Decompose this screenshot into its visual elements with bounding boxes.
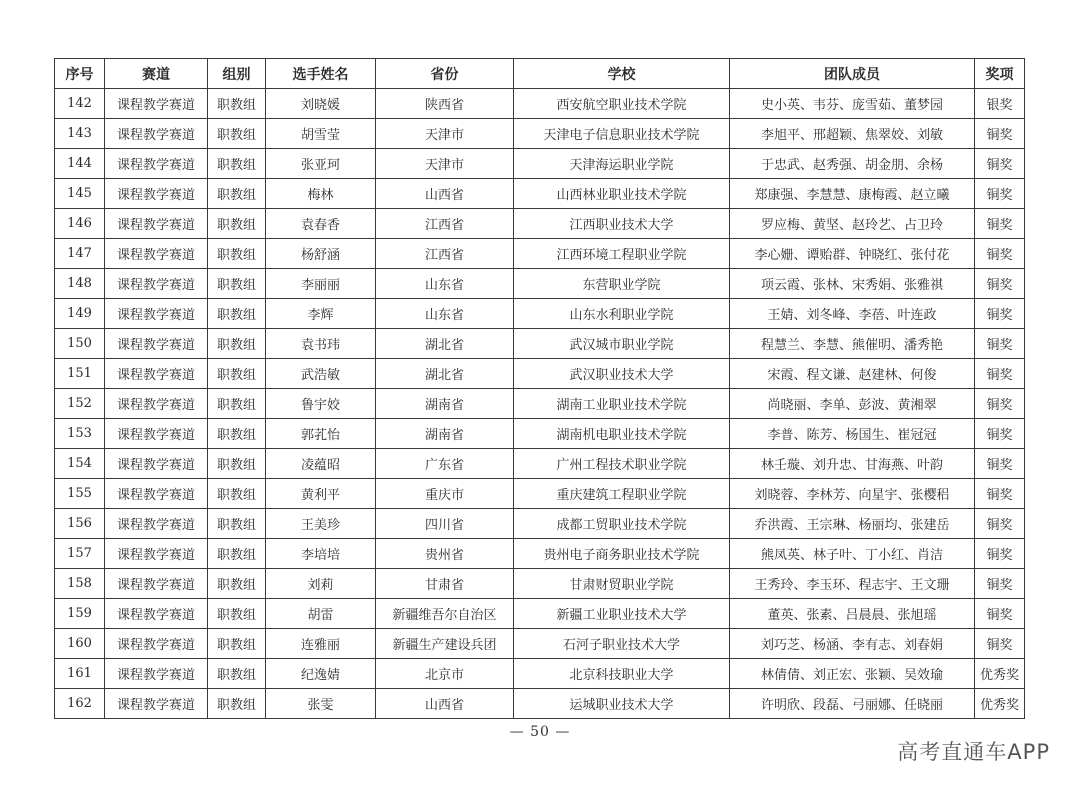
table-row — [55, 179, 1025, 209]
cell-index: 145 — [55, 179, 105, 209]
table-body — [55, 89, 1025, 719]
cell-track: 课程教学赛道 — [105, 149, 208, 179]
cell-province: 江西省 — [376, 239, 514, 269]
cell-track: 课程教学赛道 — [105, 329, 208, 359]
cell-group: 职教组 — [208, 209, 266, 239]
cell-track: 课程教学赛道 — [105, 509, 208, 539]
cell-index: 142 — [55, 89, 105, 119]
cell-group: 职教组 — [208, 419, 266, 449]
cell-track: 课程教学赛道 — [105, 659, 208, 689]
cell-school: 天津电子信息职业技术学院 — [514, 119, 730, 149]
cell-school: 甘肃财贸职业学院 — [514, 569, 730, 599]
table-row — [55, 599, 1025, 629]
cell-group: 职教组 — [208, 119, 266, 149]
cell-school: 新疆工业职业技术大学 — [514, 599, 730, 629]
cell-team-members: 王秀玲、李玉环、程志宇、王文珊 — [730, 569, 975, 599]
cell-index: 152 — [55, 389, 105, 419]
table-row — [55, 569, 1025, 599]
cell-index: 157 — [55, 539, 105, 569]
cell-award: 铜奖 — [975, 539, 1025, 569]
cell-track: 课程教学赛道 — [105, 419, 208, 449]
cell-province: 广东省 — [376, 449, 514, 479]
cell-group: 职教组 — [208, 599, 266, 629]
cell-group: 职教组 — [208, 689, 266, 719]
table-row — [55, 509, 1025, 539]
cell-contestant-name: 纪逸婧 — [266, 659, 376, 689]
cell-award: 铜奖 — [975, 389, 1025, 419]
cell-track: 课程教学赛道 — [105, 629, 208, 659]
cell-track: 课程教学赛道 — [105, 119, 208, 149]
cell-province: 天津市 — [376, 149, 514, 179]
cell-province: 湖北省 — [376, 359, 514, 389]
cell-index: 153 — [55, 419, 105, 449]
cell-team-members: 罗应梅、黄坚、赵玲艺、占卫玲 — [730, 209, 975, 239]
cell-contestant-name: 王美珍 — [266, 509, 376, 539]
cell-track: 课程教学赛道 — [105, 389, 208, 419]
table-row — [55, 659, 1025, 689]
cell-province: 天津市 — [376, 119, 514, 149]
cell-index: 146 — [55, 209, 105, 239]
cell-group: 职教组 — [208, 299, 266, 329]
table-row — [55, 449, 1025, 479]
cell-team-members: 李旭平、邢超颖、焦翠姣、刘敏 — [730, 119, 975, 149]
table-header-row — [55, 59, 1025, 89]
cell-team-members: 程慧兰、李慧、熊催明、潘秀艳 — [730, 329, 975, 359]
cell-group: 职教组 — [208, 659, 266, 689]
header-team-members: 团队成员 — [730, 59, 975, 89]
cell-award: 铜奖 — [975, 269, 1025, 299]
cell-group: 职教组 — [208, 569, 266, 599]
cell-province: 江西省 — [376, 209, 514, 239]
cell-group: 职教组 — [208, 239, 266, 269]
cell-team-members: 项云霞、张林、宋秀娟、张雅祺 — [730, 269, 975, 299]
cell-group: 职教组 — [208, 359, 266, 389]
header-group: 组别 — [208, 59, 266, 89]
cell-contestant-name: 李辉 — [266, 299, 376, 329]
table-row — [55, 689, 1025, 719]
cell-index: 147 — [55, 239, 105, 269]
cell-province: 新疆维吾尔自治区 — [376, 599, 514, 629]
cell-award: 铜奖 — [975, 629, 1025, 659]
cell-contestant-name: 袁书玮 — [266, 329, 376, 359]
cell-team-members: 刘巧芝、杨涵、李有志、刘春娟 — [730, 629, 975, 659]
cell-group: 职教组 — [208, 479, 266, 509]
cell-track: 课程教学赛道 — [105, 239, 208, 269]
cell-group: 职教组 — [208, 269, 266, 299]
page-number: — 50 — — [509, 724, 571, 740]
cell-contestant-name: 凌蕴昭 — [266, 449, 376, 479]
cell-province: 贵州省 — [376, 539, 514, 569]
cell-track: 课程教学赛道 — [105, 599, 208, 629]
cell-contestant-name: 郭芤怡 — [266, 419, 376, 449]
cell-province: 北京市 — [376, 659, 514, 689]
cell-index: 156 — [55, 509, 105, 539]
cell-team-members: 王婧、刘冬峰、李蓓、叶连政 — [730, 299, 975, 329]
cell-team-members: 刘晓蓉、李林芳、向星宇、张樱稆 — [730, 479, 975, 509]
header-province: 省份 — [376, 59, 514, 89]
cell-award: 铜奖 — [975, 299, 1025, 329]
cell-contestant-name: 黄利平 — [266, 479, 376, 509]
cell-school: 山东水利职业学院 — [514, 299, 730, 329]
header-index: 序号 — [55, 59, 105, 89]
cell-contestant-name: 李培培 — [266, 539, 376, 569]
header-contestant-name: 选手姓名 — [266, 59, 376, 89]
cell-award: 铜奖 — [975, 329, 1025, 359]
cell-contestant-name: 刘晓媛 — [266, 89, 376, 119]
table-row — [55, 629, 1025, 659]
cell-track: 课程教学赛道 — [105, 179, 208, 209]
cell-team-members: 宋霞、程文谦、赵建林、何俊 — [730, 359, 975, 389]
cell-index: 155 — [55, 479, 105, 509]
cell-track: 课程教学赛道 — [105, 449, 208, 479]
cell-team-members: 李普、陈芳、杨国生、崔冠冠 — [730, 419, 975, 449]
cell-contestant-name: 梅林 — [266, 179, 376, 209]
table-row — [55, 149, 1025, 179]
cell-province: 新疆生产建设兵团 — [376, 629, 514, 659]
cell-team-members: 李心姗、谭贻群、钟晓红、张付花 — [730, 239, 975, 269]
table-row — [55, 119, 1025, 149]
table-row — [55, 359, 1025, 389]
cell-index: 159 — [55, 599, 105, 629]
cell-contestant-name: 袁春香 — [266, 209, 376, 239]
cell-track: 课程教学赛道 — [105, 359, 208, 389]
cell-award: 铜奖 — [975, 359, 1025, 389]
cell-school: 石河子职业技术大学 — [514, 629, 730, 659]
cell-track: 课程教学赛道 — [105, 209, 208, 239]
cell-province: 湖南省 — [376, 419, 514, 449]
cell-school: 广州工程技术职业学院 — [514, 449, 730, 479]
cell-index: 149 — [55, 299, 105, 329]
header-track: 赛道 — [105, 59, 208, 89]
cell-team-members: 董英、张素、吕晨晨、张旭瑶 — [730, 599, 975, 629]
cell-contestant-name: 鲁宇姣 — [266, 389, 376, 419]
cell-track: 课程教学赛道 — [105, 89, 208, 119]
cell-team-members: 乔洪霞、王宗琳、杨丽均、张建岳 — [730, 509, 975, 539]
cell-award: 铜奖 — [975, 119, 1025, 149]
cell-province: 湖南省 — [376, 389, 514, 419]
table-row — [55, 299, 1025, 329]
cell-contestant-name: 胡雪莹 — [266, 119, 376, 149]
table-row — [55, 419, 1025, 449]
cell-province: 湖北省 — [376, 329, 514, 359]
cell-award: 铜奖 — [975, 419, 1025, 449]
cell-index: 160 — [55, 629, 105, 659]
cell-award: 优秀奖 — [975, 659, 1025, 689]
cell-track: 课程教学赛道 — [105, 479, 208, 509]
cell-team-members: 熊凤英、林子叶、丁小红、肖洁 — [730, 539, 975, 569]
cell-group: 职教组 — [208, 509, 266, 539]
cell-school: 西安航空职业技术学院 — [514, 89, 730, 119]
cell-province: 重庆市 — [376, 479, 514, 509]
cell-group: 职教组 — [208, 389, 266, 419]
cell-school: 运城职业技术大学 — [514, 689, 730, 719]
cell-group: 职教组 — [208, 629, 266, 659]
cell-award: 铜奖 — [975, 209, 1025, 239]
cell-award: 铜奖 — [975, 449, 1025, 479]
cell-province: 陕西省 — [376, 89, 514, 119]
cell-contestant-name: 胡雷 — [266, 599, 376, 629]
cell-track: 课程教学赛道 — [105, 569, 208, 599]
watermark-logo-text: 高考直通车APP — [897, 740, 1050, 764]
table-row — [55, 389, 1025, 419]
cell-province: 山西省 — [376, 179, 514, 209]
cell-track: 课程教学赛道 — [105, 269, 208, 299]
cell-track: 课程教学赛道 — [105, 299, 208, 329]
cell-group: 职教组 — [208, 539, 266, 569]
cell-school: 北京科技职业大学 — [514, 659, 730, 689]
cell-province: 四川省 — [376, 509, 514, 539]
cell-track: 课程教学赛道 — [105, 539, 208, 569]
table-row — [55, 329, 1025, 359]
cell-index: 151 — [55, 359, 105, 389]
cell-school: 贵州电子商务职业技术学院 — [514, 539, 730, 569]
table-row — [55, 479, 1025, 509]
cell-award: 银奖 — [975, 89, 1025, 119]
document-page — [54, 58, 1024, 719]
cell-index: 161 — [55, 659, 105, 689]
table-row — [55, 89, 1025, 119]
cell-school: 武汉城市职业学院 — [514, 329, 730, 359]
cell-contestant-name: 连雅丽 — [266, 629, 376, 659]
cell-award: 铜奖 — [975, 149, 1025, 179]
cell-award: 铜奖 — [975, 479, 1025, 509]
cell-school: 东营职业学院 — [514, 269, 730, 299]
cell-award: 铜奖 — [975, 599, 1025, 629]
cell-award: 铜奖 — [975, 179, 1025, 209]
cell-track: 课程教学赛道 — [105, 689, 208, 719]
cell-index: 148 — [55, 269, 105, 299]
cell-school: 重庆建筑工程职业学院 — [514, 479, 730, 509]
cell-contestant-name: 杨舒涵 — [266, 239, 376, 269]
cell-index: 150 — [55, 329, 105, 359]
cell-school: 山西林业职业技术学院 — [514, 179, 730, 209]
table-row — [55, 269, 1025, 299]
cell-group: 职教组 — [208, 89, 266, 119]
cell-team-members: 史小英、韦芬、庞雪茹、董梦园 — [730, 89, 975, 119]
cell-school: 天津海运职业学院 — [514, 149, 730, 179]
cell-contestant-name: 武浩敏 — [266, 359, 376, 389]
table-row — [55, 209, 1025, 239]
cell-team-members: 林壬璇、刘升忠、甘海燕、叶韵 — [730, 449, 975, 479]
cell-contestant-name: 李丽丽 — [266, 269, 376, 299]
cell-group: 职教组 — [208, 329, 266, 359]
cell-school: 成都工贸职业技术学院 — [514, 509, 730, 539]
cell-index: 162 — [55, 689, 105, 719]
cell-team-members: 于忠武、赵秀强、胡金朋、余杨 — [730, 149, 975, 179]
cell-school: 湖南机电职业技术学院 — [514, 419, 730, 449]
header-school: 学校 — [514, 59, 730, 89]
cell-team-members: 郑康强、李慧慧、康梅霞、赵立曦 — [730, 179, 975, 209]
cell-award: 铜奖 — [975, 569, 1025, 599]
cell-award: 铜奖 — [975, 509, 1025, 539]
cell-award: 铜奖 — [975, 239, 1025, 269]
cell-team-members: 林倩倩、刘正宏、张颖、吴效瑜 — [730, 659, 975, 689]
cell-group: 职教组 — [208, 449, 266, 479]
cell-province: 山东省 — [376, 269, 514, 299]
cell-contestant-name: 张雯 — [266, 689, 376, 719]
cell-province: 山西省 — [376, 689, 514, 719]
cell-school: 江西环境工程职业学院 — [514, 239, 730, 269]
cell-group: 职教组 — [208, 179, 266, 209]
cell-group: 职教组 — [208, 149, 266, 179]
cell-province: 甘肃省 — [376, 569, 514, 599]
cell-contestant-name: 刘莉 — [266, 569, 376, 599]
header-award: 奖项 — [975, 59, 1025, 89]
cell-team-members: 尚晓丽、李单、彭波、黄湘翠 — [730, 389, 975, 419]
cell-school: 江西职业技术大学 — [514, 209, 730, 239]
cell-index: 144 — [55, 149, 105, 179]
cell-index: 154 — [55, 449, 105, 479]
cell-index: 143 — [55, 119, 105, 149]
cell-province: 山东省 — [376, 299, 514, 329]
cell-school: 武汉职业技术大学 — [514, 359, 730, 389]
cell-team-members: 许明欣、段磊、弓丽娜、任晓丽 — [730, 689, 975, 719]
table-row — [55, 239, 1025, 269]
cell-award: 优秀奖 — [975, 689, 1025, 719]
table-row — [55, 539, 1025, 569]
cell-school: 湖南工业职业技术学院 — [514, 389, 730, 419]
cell-index: 158 — [55, 569, 105, 599]
award-table — [54, 58, 1025, 719]
cell-contestant-name: 张亚珂 — [266, 149, 376, 179]
